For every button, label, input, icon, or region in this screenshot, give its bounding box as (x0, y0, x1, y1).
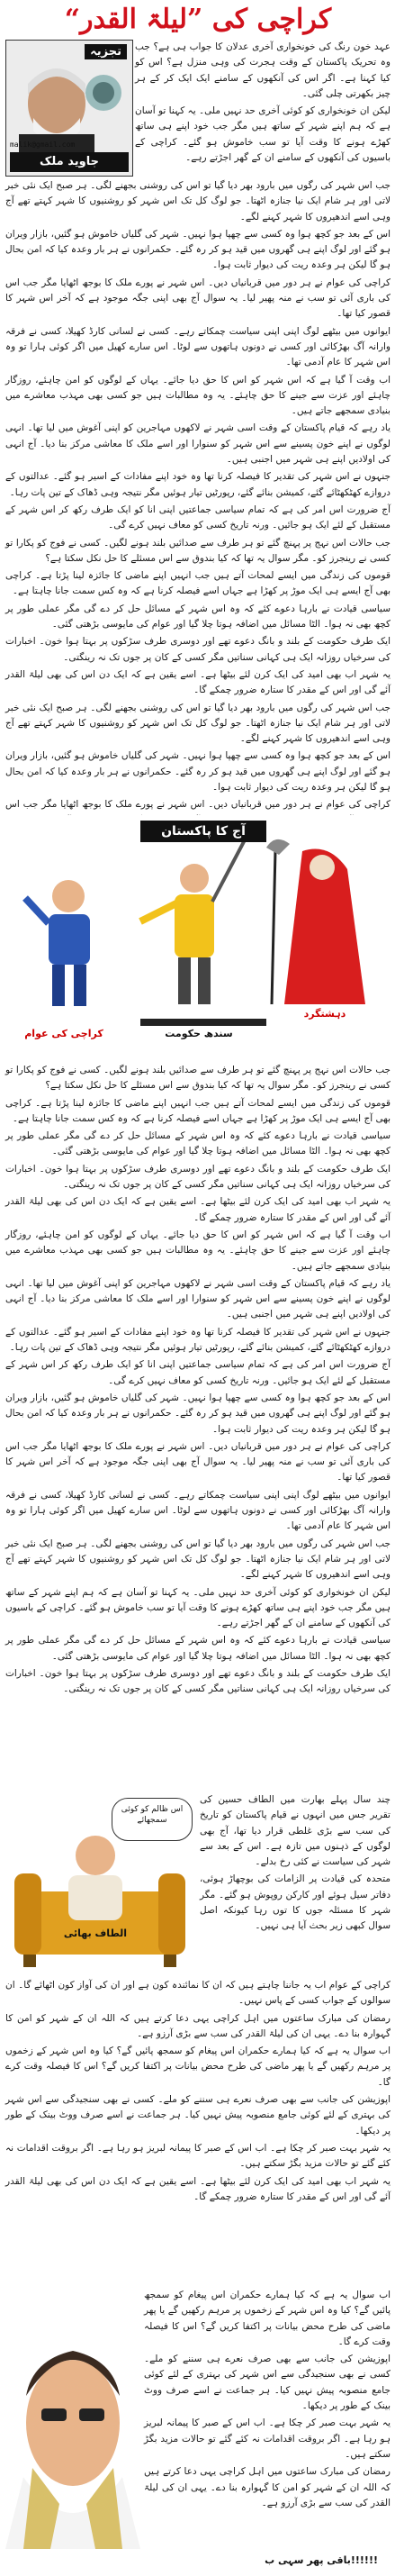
paragraph: یہ شہر اب بھی امید کی ایک کرن لئے بیٹھا ہے۔ اسے یقین ہے کہ ایک دن اس کی بھی لیلۃ القدر آئے گی اور اس کے مقدر کا ستارہ ضرور چمکے گا۔ (5, 668, 391, 696)
paragraph: اب سوال یہ ہے کہ کیا ہمارے حکمران اس پیغام کو سمجھ پائیں گے؟ کیا وہ اس شہر کے زخموں پر مرہم رکھیں گے یا پھر ماضی کی طرح محض بیانات پر اکتفا کریں گے؟ اس کا فیصلہ وقت کرے گا۔ (5, 2045, 391, 2088)
cartoon-illustration (5, 815, 391, 1058)
closing-line: !!!!!!باقی پھر سہی ب (265, 2554, 378, 2566)
author-email: malik@gmail.com (10, 141, 76, 149)
headline: کراچی کی ”لیلۃ القدر“ (64, 4, 332, 35)
paragraph: اب وقت آ گیا ہے کہ اس شہر کو اس کا حق دیا جائے۔ یہاں کے لوگوں کو امن چاہئے، روزگار چاہئے اور عزت سے جینے کا حق چاہئے۔ یہ وہ مطالبات ہیں جو کسی بھی مہذب معاشرے میں بنیادی سمجھے جاتے ہیں۔ (5, 1229, 391, 1272)
paragraph: رمضان کی مبارک ساعتوں میں اہل کراچی یہی دعا کرتے ہیں کہ اللہ ان کے شہر کو امن کا گہوارہ بنا دے۔ یہی ان کی لیلۃ القدر کی سب سے بڑی آرزو ہے۔ (5, 2012, 391, 2039)
paragraph: جنہوں نے اس شہر کی تقدیر کا فیصلہ کرنا تھا وہ خود اپنے مفادات کے اسیر ہو گئے۔ عدالتوں کے دروازے کھٹکھٹائے گئے، کمیشن بنائے گئے، رپورٹیں تیار ہوئیں مگر نتیجہ وہی ڈھاک کے تین پات رہا۔ (5, 1326, 391, 1354)
paragraph: اب سوال یہ ہے کہ کیا ہمارے حکمران اس پیغام کو سمجھ پائیں گے؟ کیا وہ اس شہر کے زخموں پر مرہم رکھیں گے یا پھر ماضی کی طرح محض بیانات پر اکتفا کریں گے؟ اس کا فیصلہ وقت کرے گا۔ (144, 2290, 391, 2347)
paragraph: کراچی کی عوام نے ہر دور میں قربانیاں دیں۔ اس شہر نے پورے ملک کا بوجھ اٹھایا مگر جب اس کی باری آئی تو سب نے منہ پھیر لیا۔ یہ سوال آج بھی اپنی جگہ موجود ہے کہ آخر اس شہر کا قصور کیا تھا۔ (5, 277, 391, 320)
body-text-2 (5, 1063, 391, 1783)
paragraph: ایک طرف حکومت کے بلند و بانگ دعوے تھے اور دوسری طرف سڑکوں پر بہتا ہوا خون۔ اخبارات کی سرخیاں روزانہ ایک ہی کہانی سناتیں مگر کسی کے کان پر جوں تک نہ رینگتی۔ (5, 636, 391, 663)
speech-bubble: اس ظالم کو کوئی سمجھائے (112, 1798, 193, 1841)
paragraph: چند سال پہلے بھارت میں الطاف حسین کی تقریر جس میں انہوں نے قیام پاکستان کو تاریخ کی سب سے بڑی غلطی قرار دیا تھا، آج بھی لوگوں کے ذہنوں میں تازہ ہے۔ اس کے بعد سے شہر کی سیاست نے کئی رخ بدلے۔ (200, 1794, 391, 1868)
paragraph: کراچی کی عوام نے ہر دور میں قربانیاں دیں۔ اس شہر نے پورے ملک کا بوجھ اٹھایا مگر جب اس (5, 799, 391, 811)
side-text (200, 1792, 391, 1973)
cartoon-banner: آج کا پاکستان (140, 821, 266, 842)
paragraph: جب حالات اس نہج پر پہنچ گئے تو ہر طرف سے صدائیں بلند ہونے لگیں۔ کسی نے فوج کو پکارا تو کسی نے رینجرز کو۔ مگر سوال یہ تھا کہ کیا بندوق سے اس مسئلے کا حل نکل سکتا ہے؟ (5, 537, 391, 564)
paragraph: قوموں کی زندگی میں ایسے لمحات آتے ہیں جب انہیں اپنے ماضی کا جائزہ لینا پڑتا ہے۔ کراچی بھی آج ایسے ہی ایک موڑ پر کھڑا ہے جہاں اسے فیصلہ کرنا ہے کہ وہ کس سمت جانا چاہتا ہے۔ (5, 1097, 391, 1124)
paragraph: جنہوں نے اس شہر کی تقدیر کا فیصلہ کرنا تھا وہ خود اپنے مفادات کے اسیر ہو گئے۔ عدالتوں کے دروازے کھٹکھٹائے گئے، کمیشن بنائے گئے، رپورٹیں تیار ہوئیں مگر نتیجہ وہی ڈھاک کے تین پات رہا۔ (5, 471, 391, 498)
paragraph: قوموں کی زندگی میں ایسے لمحات آتے ہیں جب انہیں اپنے ماضی کا جائزہ لینا پڑتا ہے۔ کراچی بھی آج ایسے ہی ایک موڑ پر کھڑا ہے جہاں اسے فیصلہ کرنا ہے کہ وہ کس سمت جانا چاہتا ہے۔ (5, 570, 391, 597)
label-sindh-government: سندھ حکومت (165, 1028, 233, 1039)
paragraph: یاد رہے کہ قیام پاکستان کے وقت اسی شہر نے لاکھوں مہاجرین کو اپنی آغوش میں لیا تھا۔ انہی لوگوں نے اپنے خون پسینے سے اس شہر کو سنوارا اور اسے ملک کا معاشی مرکز بنا دیا۔ آج انہی کی اولادیں اپنے ہی شہر میں اجنبی ہیں۔ (5, 1277, 391, 1320)
paragraph: آج ضرورت اس امر کی ہے کہ تمام سیاسی جماعتیں اپنی انا کو ایک طرف رکھ کر اس شہر کے مستقبل کے لئے ایک ہو جائیں۔ ورنہ تاریخ کسی کو معاف نہیں کرے گی۔ (5, 503, 391, 531)
column-tag: تجزیہ (85, 44, 127, 59)
paragraph: جب اس شہر کی رگوں میں بارود بھر دیا گیا تو اس کی روشنی بجھنے لگی۔ ہر صبح ایک نئی خبر لاتی اور ہر شام ایک نیا جنازہ اٹھتا۔ جو لوگ کل تک اس شہر کو روشنیوں کا شہر کہتے تھے آج وہی اسے اندھیروں کا شہر کہنے لگے۔ (5, 702, 391, 745)
cartoon-todays-pakistan (5, 815, 391, 1058)
paragraph: اس کے بعد جو کچھ ہوا وہ کسی سے چھپا ہوا نہیں۔ شہر کی گلیاں خاموش ہو گئیں، بازار ویران ہو گئے اور لوگ اپنے ہی گھروں میں قید ہو کر رہ گئے۔ حکمرانوں نے ہر بار وعدہ کیا کہ امن بحال ہو گا لیکن ہر وعدہ ریت کی دیوار ثابت ہوا۔ (4, 750, 391, 793)
paragraph: ایوانوں میں بیٹھے لوگ اپنی اپنی سیاست چمکاتے رہے۔ کسی نے لسانی کارڈ کھیلا، کسی نے فرقہ وارانہ آگ بھڑکائی اور کسی نے دونوں ہاتھوں سے لوٹا۔ اس سارے کھیل میں اگر کوئی ہارا تو وہ اس شہر کا عام آدمی تھا۔ (5, 325, 391, 368)
paragraph: عہد خون رنگ کی خونخواری آخری عدلان کا جواب ہی ہے؟ جب وہ تحریک پاکستان کے وقت ہجرت کی وہی منزل ہے؟ اس کو کیا کہنا ہے۔ اگر اس کی آنکھوں کے سامنے ایک ایک کر کے ہر چیز بکھرتی چلی گئی۔ (135, 41, 391, 99)
label-terrorist: دہشتگرد (303, 1008, 346, 1020)
body-text-1 (5, 178, 391, 809)
paragraph: سیاسی قیادت نے بارہا دعوے کئے کہ وہ اس شہر کے مسائل حل کر دے گی مگر عملی طور پر کچھ بھی نہ ہوا۔ الٹا مسائل میں اضافہ ہوتا چلا گیا اور عوام کی مایوسی بڑھتی گئی۔ (5, 1130, 391, 1157)
paragraph: جب حالات اس نہج پر پہنچ گئے تو ہر طرف سے صدائیں بلند ہونے لگیں۔ کسی نے فوج کو پکارا تو کسی نے رینجرز کو۔ مگر سوال یہ تھا کہ کیا بندوق سے اس مسئلے کا حل نکل سکتا ہے؟ (5, 1065, 391, 1092)
author-byline: جاوید ملک (10, 152, 129, 172)
paragraph: اس کے بعد جو کچھ ہوا وہ کسی سے چھپا ہوا نہیں۔ شہر کی گلیاں خاموش ہو گئیں، بازار ویران ہو گئے اور لوگ اپنے ہی گھروں میں قید ہو کر رہ گئے۔ حکمرانوں نے ہر بار وعدہ کیا کہ امن بحال ہو گا لیکن ہر وعدہ ریت کی دیوار ثابت ہوا۔ (4, 1392, 391, 1435)
paragraph: یہ شہر اب بھی امید کی ایک کرن لئے بیٹھا ہے۔ اسے یقین ہے کہ ایک دن اس کی بھی لیلۃ القدر آئے گی اور اس کے مقدر کا ستارہ ضرور چمکے گا۔ (5, 2175, 391, 2202)
paragraph: جب اس شہر کی رگوں میں بارود بھر دیا گیا تو اس کی روشنی بجھنے لگی۔ ہر صبح ایک نئی خبر لاتی اور ہر شام ایک نیا جنازہ اٹھتا۔ جو لوگ کل تک اس شہر کو روشنیوں کا شہر کہتے تھے آج وہی اسے اندھیروں کا شہر کہنے لگے۔ (5, 180, 391, 222)
cartoon-sofa (5, 1792, 194, 1973)
paragraph: یہ شہر بہت صبر کر چکا ہے۔ اب اس کے صبر کا پیمانہ لبریز ہو رہا ہے۔ اگر بروقت اقدامات نہ کئے گئے تو حالات مزید بگڑ سکتے ہیں۔ (5, 2142, 391, 2170)
paragraph: سیاسی قیادت نے بارہا دعوے کئے کہ وہ اس شہر کے مسائل حل کر دے گی مگر عملی طور پر کچھ بھی نہ ہوا۔ الٹا مسائل میں اضافہ ہوتا چلا گیا اور عوام کی مایوسی بڑھتی گئی۔ (5, 603, 391, 630)
paragraph: آج ضرورت اس امر کی ہے کہ تمام سیاسی جماعتیں اپنی انا کو ایک طرف رکھ کر اس شہر کے مستقبل کے لئے ایک ہو جائیں۔ ورنہ تاریخ کسی کو معاف نہیں کرے گی۔ (5, 1359, 391, 1386)
paragraph: ایوانوں میں بیٹھے لوگ اپنی اپنی سیاست چمکاتے رہے۔ کسی نے لسانی کارڈ کھیلا، کسی نے فرقہ وارانہ آگ بھڑکائی اور کسی نے دونوں ہاتھوں سے لوٹا۔ اس سارے کھیل میں اگر کوئی ہارا تو وہ اس شہر کا عام آدمی تھا۔ (5, 1489, 391, 1532)
columnist-photo-box (5, 40, 133, 177)
paragraph: اپوزیشن کی جانب سے بھی صرف نعرے ہی سننے کو ملے۔ کسی نے بھی سنجیدگی سے اس شہر کی بہتری کے لئے کوئی جامع منصوبہ پیش نہیں کیا۔ ہر جماعت نے اسے صرف ووٹ بینک کے طور پر دیکھا۔ (144, 2354, 391, 2412)
paragraph: یاد رہے کہ قیام پاکستان کے وقت اسی شہر نے لاکھوں مہاجرین کو اپنی آغوش میں لیا تھا۔ انہی لوگوں نے اپنے خون پسینے سے اس شہر کو سنوارا اور اسے ملک کا معاشی مرکز بنا دیا۔ آج انہی کی اولادیں اپنے ہی شہر میں اجنبی ہیں۔ (5, 422, 391, 466)
body-text-3 (5, 1978, 391, 2284)
paragraph: اس کے بعد جو کچھ ہوا وہ کسی سے چھپا ہوا نہیں۔ شہر کی گلیاں خاموش ہو گئیں، بازار ویران ہو گئے اور لوگ اپنے ہی گھروں میں قید ہو کر رہ گئے۔ حکمرانوں نے ہر بار وعدہ کیا کہ امن بحال ہو گا لیکن ہر وعدہ ریت کی دیوار ثابت ہوا۔ (4, 228, 391, 271)
body-text-4 (144, 2288, 391, 2549)
paragraph: لیکن ان خونخواری کو کوئی آخری حد نہیں ملی۔ یہ کہنا تو آسان ہے کہ ہم اپنے شہر کے ساتھ ہیں مگر جب خود اپنے ہی ساتھ کھڑے ہونے کا وقت آیا تو سب خاموش ہو گئے۔ کراچی کے باسیوں کی آنکھوں کے سامنے ان کے گھر اجڑتے رہے۔ (5, 1586, 391, 1629)
intro-text (135, 40, 391, 177)
paragraph: کراچی کے عوام اب یہ جاننا چاہتے ہیں کہ ان کا نمائندہ کون ہے اور ان کی آواز کون اٹھائے گا۔ ان سوالوں کے جواب کسی کے پاس نہیں۔ (5, 1980, 391, 2007)
label-karachi-public: کراچی کی عوام (24, 1028, 103, 1039)
paragraph: اپوزیشن کی جانب سے بھی صرف نعرے ہی سننے کو ملے۔ کسی نے بھی سنجیدگی سے اس شہر کی بہتری کے لئے کوئی جامع منصوبہ پیش نہیں کیا۔ ہر جماعت نے اسے صرف ووٹ بینک کے طور پر دیکھا۔ (5, 2094, 391, 2136)
cartoon-2-label: الطاف بھائی (63, 1927, 128, 1939)
paragraph: رمضان کی مبارک ساعتوں میں اہل کراچی یہی دعا کرتے ہیں کہ اللہ ان کے شہر کو امن کا گہوارہ بنا دے۔ یہی ان کی لیلۃ القدر کی سب سے بڑی آرزو ہے۔ (144, 2466, 391, 2508)
paragraph: ایک طرف حکومت کے بلند و بانگ دعوے تھے اور دوسری طرف سڑکوں پر بہتا ہوا خون۔ اخبارات کی سرخیاں روزانہ ایک ہی کہانی سناتیں مگر کسی کے کان پر جوں تک نہ رینگتی۔ (5, 1163, 391, 1191)
paragraph: کراچی کی عوام نے ہر دور میں قربانیاں دیں۔ اس شہر نے پورے ملک کا بوجھ اٹھایا مگر جب اس کی باری آئی تو سب نے منہ پھیر لیا۔ یہ سوال آج بھی اپنی جگہ موجود ہے کہ آخر اس شہر کا قصور کیا تھا۔ (5, 1440, 391, 1483)
paragraph: یہ شہر بہت صبر کر چکا ہے۔ اب اس کے صبر کا پیمانہ لبریز ہو رہا ہے۔ اگر بروقت اقدامات نہ کئے گئے تو حالات مزید بگڑ سکتے ہیں۔ (144, 2417, 391, 2460)
portrait-illustration (5, 2288, 140, 2549)
paragraph: لیکن ان خونخواری کو کوئی آخری حد نہیں ملی۔ یہ کہنا تو آسان ہے کہ ہم اپنے شہر کے ساتھ ہیں مگر جب خود اپنے ہی ساتھ کھڑے ہونے کا وقت آیا تو سب خاموش ہو گئے۔ کراچی کے باسیوں کی آنکھوں کے سامنے ان کے گھر اجڑتے رہے۔ (135, 105, 391, 164)
paragraph: جب اس شہر کی رگوں میں بارود بھر دیا گیا تو اس کی روشنی بجھنے لگی۔ ہر صبح ایک نئی خبر لاتی اور ہر شام ایک نیا جنازہ اٹھتا۔ جو لوگ کل تک اس شہر کو روشنیوں کا شہر کہتے تھے آج وہی اسے اندھیروں کا شہر کہنے لگے۔ (5, 1537, 391, 1581)
paragraph: ایک طرف حکومت کے بلند و بانگ دعوے تھے اور دوسری طرف سڑکوں پر بہتا ہوا خون۔ اخبارات کی سرخیاں روزانہ ایک ہی کہانی سناتیں مگر کسی کے کان پر جوں تک نہ رینگتی۔ (5, 1667, 391, 1695)
paragraph: یہ شہر اب بھی امید کی ایک کرن لئے بیٹھا ہے۔ اسے یقین ہے کہ ایک دن اس کی بھی لیلۃ القدر آئے گی اور اس کے مقدر کا ستارہ ضرور چمکے گا۔ (5, 1196, 391, 1223)
paragraph: سیاسی قیادت نے بارہا دعوے کئے کہ وہ اس شہر کے مسائل حل کر دے گی مگر عملی طور پر کچھ بھی نہ ہوا۔ الٹا مسائل میں اضافہ ہوتا چلا گیا اور عوام کی مایوسی بڑھتی گئی۔ (5, 1635, 391, 1662)
paragraph: متحدہ کی قیادت پر الزامات کی بوچھاڑ ہوئی، دفاتر سیل ہوئے اور کارکن روپوش ہو گئے۔ مگر شہر کا مسئلہ جوں کا توں رہا کیونکہ اصل سوال کبھی زیر بحث آیا ہی نہیں۔ (200, 1873, 391, 1932)
bottom-portrait (5, 2288, 140, 2549)
paragraph: اب وقت آ گیا ہے کہ اس شہر کو اس کا حق دیا جائے۔ یہاں کے لوگوں کو امن چاہئے، روزگار چاہئے اور عزت سے جینے کا حق چاہئے۔ یہ وہ مطالبات ہیں جو کسی بھی مہذب معاشرے میں بنیادی سمجھے جاتے ہیں۔ (5, 374, 391, 417)
